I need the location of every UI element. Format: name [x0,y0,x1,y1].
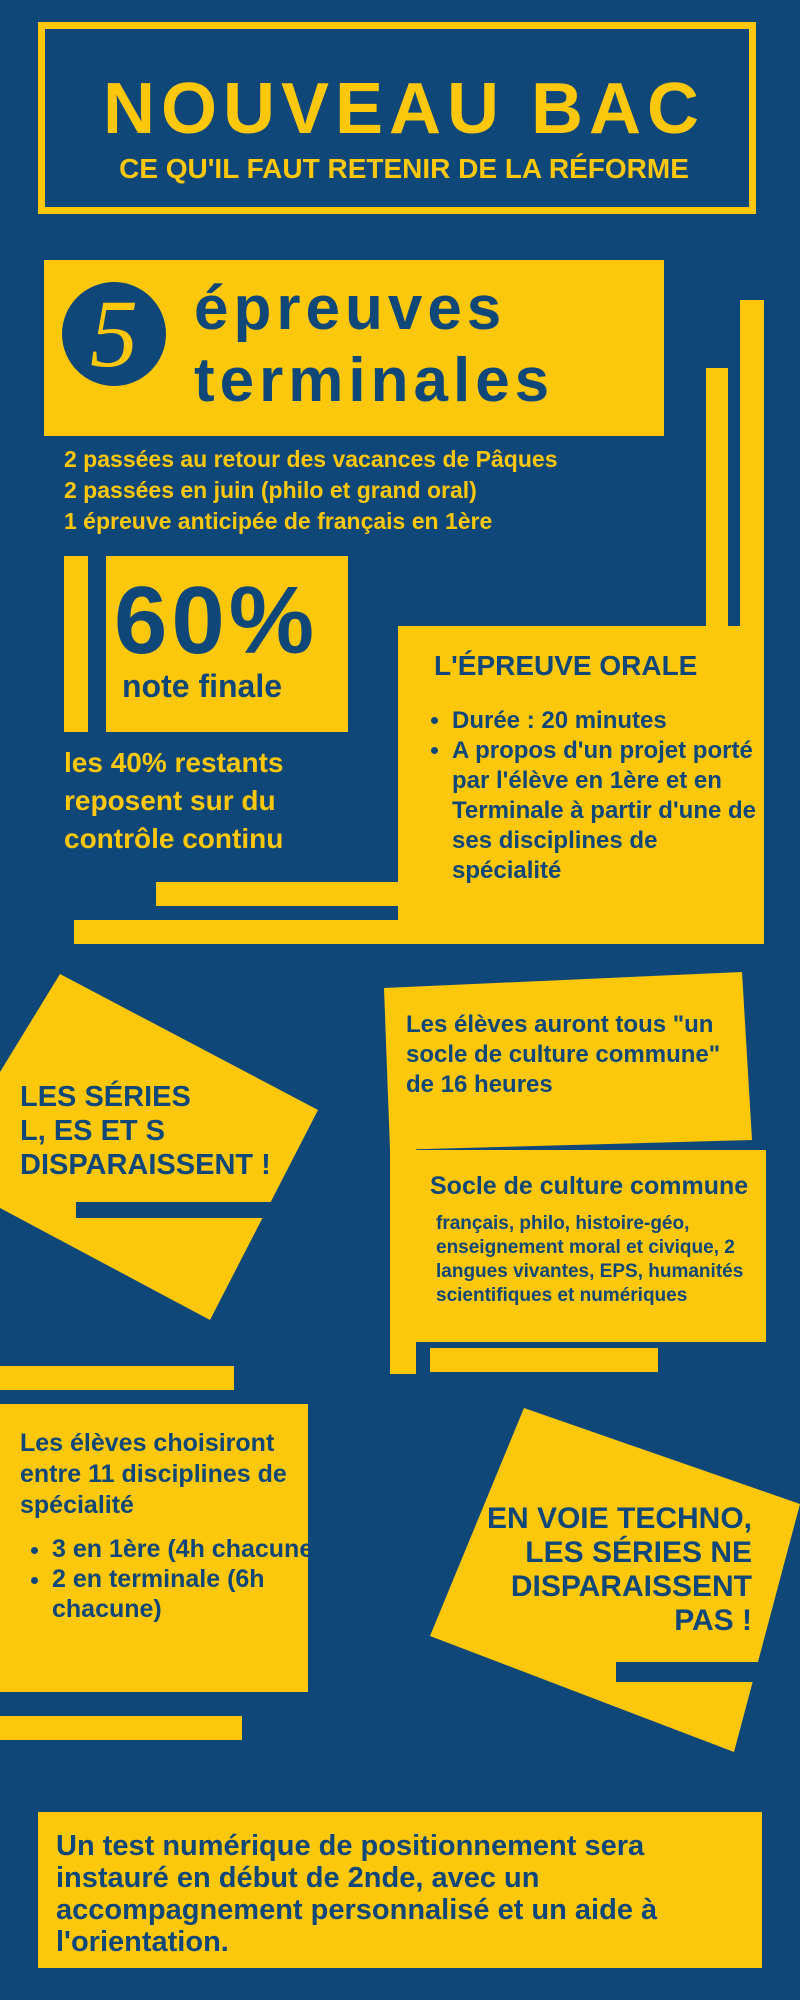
decor-stripe [156,882,400,906]
decor-stripe [0,1366,234,1390]
techno-line: EN VOIE TECHNO, [486,1502,752,1535]
footer-panel [38,1812,762,1968]
decor-stripe [430,1348,658,1372]
list-item: • A propos d'un projet porté par l'élève en 1ère et en Terminale à partir d'une de ses disciplines de spécialité [452,736,772,886]
list-item: • 2 en terminale (6h chacune) [52,1564,332,1624]
specialites-panel [0,1404,322,1692]
note-label: note finale [122,668,283,704]
series-line: LES SÉRIES [20,1081,191,1113]
note-panel [106,556,348,732]
page-subtitle: CE QU'IL FAUT RETENIR DE LA RÉFORME [119,153,689,184]
series-line: L, ES ET S [20,1115,166,1147]
note-rest-text: les 40% restants reposent sur du contrôle continu [64,747,284,854]
oral-list [428,706,772,886]
techno-line: LES SÉRIES NE [525,1536,752,1569]
note-percent: 60% [114,567,319,674]
footer-text: Un test numérique de positionnement sera instauré en début de 2nde, avec un accompagnement personnalisé et un aide à l'orientation. [56,1830,658,1958]
techno-line: PAS ! [674,1604,752,1637]
specialites-title: Les élèves choisiront entre 11 disciplines de spécialité [20,1429,287,1519]
number-badge: 5 [62,282,166,386]
oral-panel [398,626,764,944]
decor-stripe [64,556,88,732]
epreuves-details [64,444,684,537]
epreuves-panel [44,260,664,436]
socle-title: Socle de culture commune [430,1172,749,1200]
list-item: • Durée : 20 minutes [452,706,772,736]
page-title: NOUVEAU BAC [102,69,706,149]
epreuves-detail: 1 épreuve anticipée de français en 1ère [64,508,493,534]
decor-stripe [74,920,400,944]
socle-content: français, philo, histoire-géo, enseignement moral et civique, 2 langues vivantes, EPS, humanités scientifiques et numériques [436,1213,744,1306]
epreuves-detail: 2 passées en juin (philo et grand oral) [64,477,477,503]
oral-title: L'ÉPREUVE ORALE [434,650,698,681]
techno-callout [470,1502,752,1638]
socle-panel [410,1150,766,1342]
decor-stripe [706,368,728,630]
decor-stripe [0,1716,242,1740]
specialites-list [18,1534,332,1624]
series-line: DISPARAISSENT ! [20,1149,271,1181]
header-frame [38,22,756,214]
techno-line: DISPARAISSENT [510,1570,752,1603]
epreuves-heading-line2: terminales [194,346,555,415]
epreuves-heading-line1: épreuves [194,274,507,343]
list-item: • 3 en 1ère (4h chacune) [52,1534,332,1564]
series-callout [20,1080,271,1182]
socle-intro: Les élèves auront tous "un socle de culture commune" de 16 heures [406,1011,721,1098]
decor-stripe [740,300,764,630]
epreuves-detail: 2 passées au retour des vacances de Pâques [64,446,558,472]
